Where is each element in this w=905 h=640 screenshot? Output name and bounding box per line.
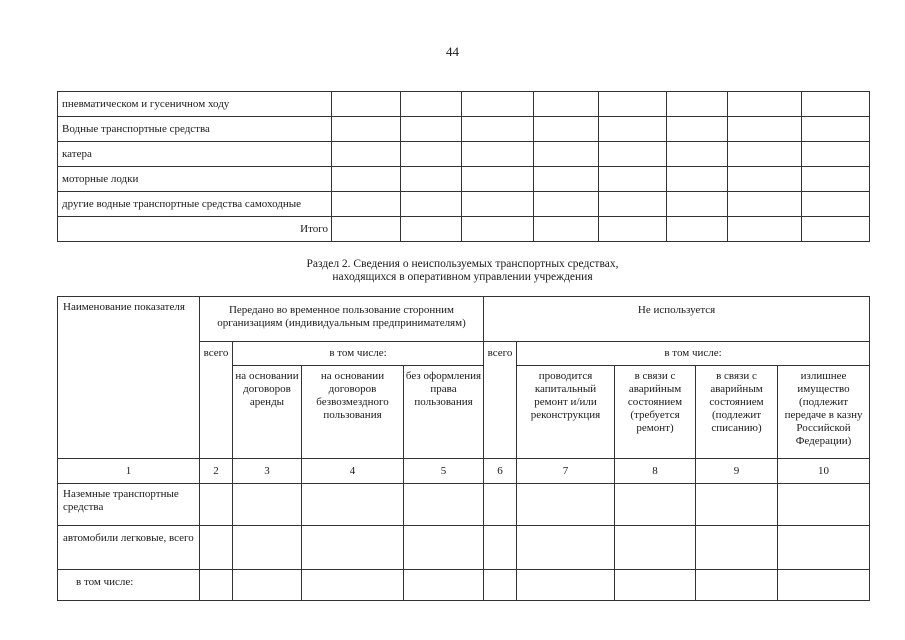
data-cell <box>667 142 728 167</box>
data-cell <box>332 217 401 242</box>
column-number: 4 <box>302 459 404 484</box>
col-header-total: всего <box>484 342 517 459</box>
vehicles-table-continuation <box>57 91 870 242</box>
unused-vehicles-table <box>57 296 870 601</box>
data-cell <box>200 526 233 570</box>
data-cell <box>599 217 667 242</box>
data-cell <box>534 92 599 117</box>
data-cell <box>534 117 599 142</box>
row-label: другие водные транспортные средства самоходные <box>58 192 332 217</box>
data-cell <box>404 570 484 601</box>
data-cell <box>778 484 870 526</box>
row-label: моторные лодки <box>58 167 332 192</box>
row-label: Наземные транспортные средства <box>58 484 200 526</box>
data-cell <box>667 217 728 242</box>
data-cell <box>728 217 802 242</box>
group-header-unused: Не используется <box>484 297 870 342</box>
data-cell <box>517 526 615 570</box>
data-cell <box>534 192 599 217</box>
page-number: 44 <box>446 44 459 59</box>
col-header-including: в том числе: <box>233 342 484 366</box>
data-cell <box>728 117 802 142</box>
data-cell <box>728 92 802 117</box>
col-header-repair: проводится капитальный ремонт и/или реконструкция <box>517 366 615 459</box>
data-cell <box>484 484 517 526</box>
section-title-line: находящихся в оперативном управлении учреждения <box>332 271 593 283</box>
data-cell <box>404 484 484 526</box>
total-row <box>58 217 870 242</box>
data-cell <box>599 142 667 167</box>
data-cell <box>802 117 870 142</box>
table-row <box>58 117 870 142</box>
data-cell <box>778 570 870 601</box>
col-header-no-formal: без оформления права пользования <box>404 366 484 459</box>
column-number: 10 <box>778 459 870 484</box>
data-cell <box>462 217 534 242</box>
data-cell <box>534 217 599 242</box>
data-cell <box>462 142 534 167</box>
table-row <box>58 167 870 192</box>
data-cell <box>599 117 667 142</box>
data-cell <box>615 484 696 526</box>
data-cell <box>696 570 778 601</box>
data-cell <box>667 192 728 217</box>
data-cell <box>302 526 404 570</box>
data-cell <box>802 92 870 117</box>
column-number: 8 <box>615 459 696 484</box>
column-number: 7 <box>517 459 615 484</box>
header-row <box>58 297 870 342</box>
col-header-total: всего <box>200 342 233 459</box>
data-cell <box>401 92 462 117</box>
table-row <box>58 570 870 601</box>
column-number: 5 <box>404 459 484 484</box>
data-cell <box>401 192 462 217</box>
data-cell <box>667 92 728 117</box>
data-cell <box>728 167 802 192</box>
section-title <box>0 258 905 284</box>
data-cell <box>462 117 534 142</box>
row-label: катера <box>58 142 332 167</box>
data-cell <box>728 192 802 217</box>
data-cell <box>599 167 667 192</box>
data-cell <box>534 167 599 192</box>
data-cell <box>802 217 870 242</box>
column-numbers-row <box>58 459 870 484</box>
data-cell <box>401 167 462 192</box>
data-cell <box>332 142 401 167</box>
row-label: Водные транспортные средства <box>58 117 332 142</box>
row-label: автомобили легковые, всего <box>58 526 200 570</box>
data-cell <box>302 570 404 601</box>
column-number: 1 <box>58 459 200 484</box>
col-header-lease: на основании договоров аренды <box>233 366 302 459</box>
data-cell <box>200 570 233 601</box>
section-title-line: Раздел 2. Сведения о неиспользуемых транспортных средствах, <box>306 258 619 270</box>
col-header-emergency-repair: в связи с аварийным состоянием (требуется ремонт) <box>615 366 696 459</box>
data-cell <box>332 92 401 117</box>
data-cell <box>517 570 615 601</box>
table-row <box>58 526 870 570</box>
data-cell <box>517 484 615 526</box>
data-cell <box>302 484 404 526</box>
group-header-transferred: Передано во временное пользование сторонним организациям (индивидуальным предпринимателям) <box>200 297 484 342</box>
data-cell <box>484 526 517 570</box>
data-cell <box>332 167 401 192</box>
col-header-including: в том числе: <box>517 342 870 366</box>
data-cell <box>599 92 667 117</box>
column-number: 6 <box>484 459 517 484</box>
col-header-surplus: излишнее имущество (подлежит передаче в казну Российской Федерации) <box>778 366 870 459</box>
data-cell <box>462 92 534 117</box>
col-header-free-use: на основании договоров безвозмездного пользования <box>302 366 404 459</box>
data-cell <box>332 192 401 217</box>
data-cell <box>802 192 870 217</box>
data-cell <box>615 570 696 601</box>
table-row <box>58 142 870 167</box>
data-cell <box>401 217 462 242</box>
col-header-name: Наименование показателя <box>58 297 200 459</box>
data-cell <box>802 167 870 192</box>
row-label: в том числе: <box>58 570 200 601</box>
table-row <box>58 484 870 526</box>
data-cell <box>462 167 534 192</box>
row-label: пневматическом и гусеничном ходу <box>58 92 332 117</box>
data-cell <box>462 192 534 217</box>
data-cell <box>404 526 484 570</box>
table-row <box>58 192 870 217</box>
data-cell <box>233 526 302 570</box>
column-number: 9 <box>696 459 778 484</box>
data-cell <box>484 570 517 601</box>
data-cell <box>599 192 667 217</box>
data-cell <box>667 117 728 142</box>
data-cell <box>696 484 778 526</box>
data-cell <box>728 142 802 167</box>
table-row <box>58 92 870 117</box>
data-cell <box>778 526 870 570</box>
data-cell <box>615 526 696 570</box>
data-cell <box>332 117 401 142</box>
data-cell <box>200 484 233 526</box>
column-number: 3 <box>233 459 302 484</box>
data-cell <box>802 142 870 167</box>
col-header-emergency-writeoff: в связи с аварийным состоянием (подлежит списанию) <box>696 366 778 459</box>
data-cell <box>696 526 778 570</box>
data-cell <box>401 142 462 167</box>
data-cell <box>534 142 599 167</box>
data-cell <box>667 167 728 192</box>
data-cell <box>233 570 302 601</box>
total-label: Итого <box>58 217 332 242</box>
data-cell <box>401 117 462 142</box>
column-number: 2 <box>200 459 233 484</box>
data-cell <box>233 484 302 526</box>
